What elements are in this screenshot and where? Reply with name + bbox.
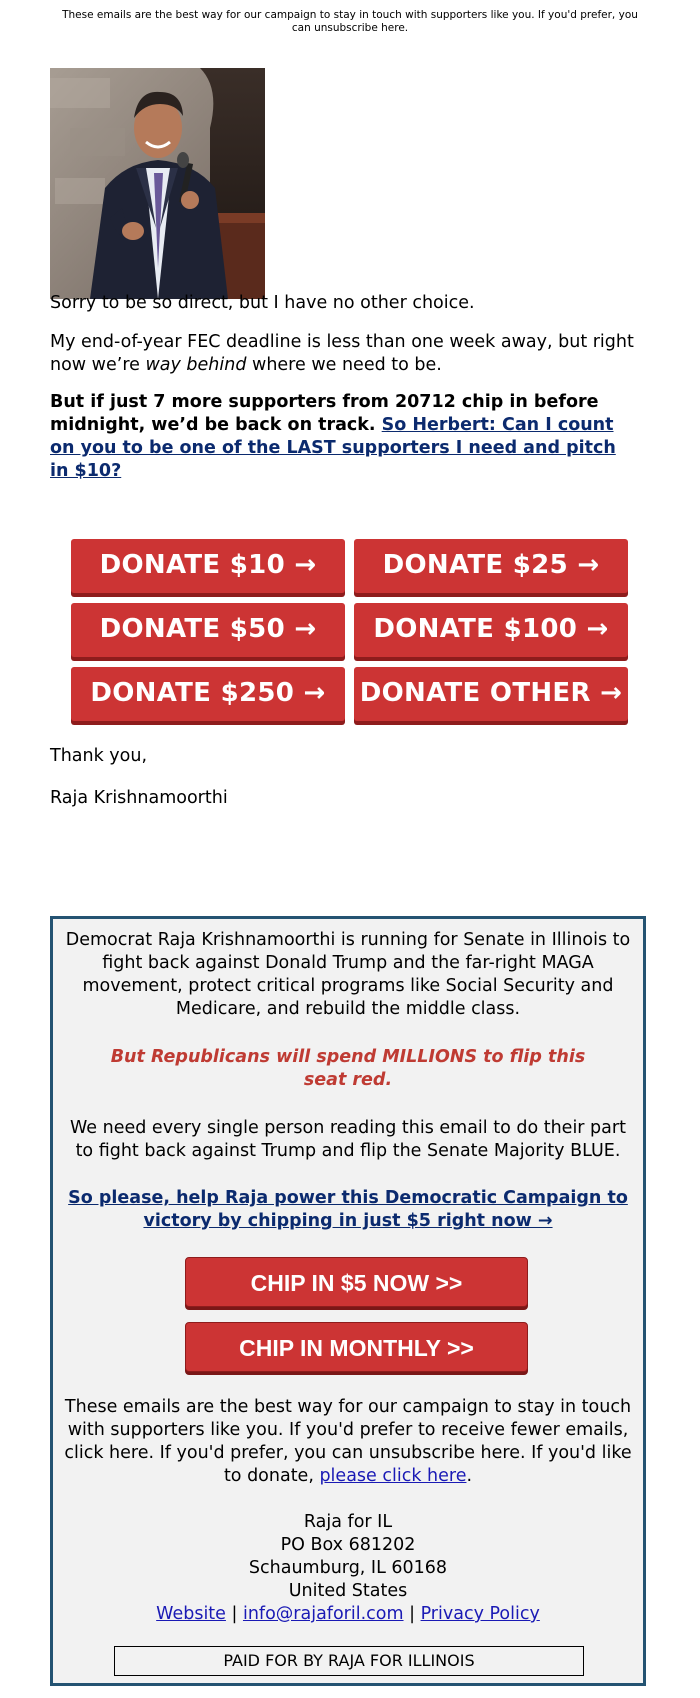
donate-250-button[interactable]: DONATE $250 → bbox=[71, 667, 345, 721]
donate-10-button[interactable]: DONATE $10 → bbox=[71, 539, 345, 593]
email-link[interactable]: info@rajaforil.com bbox=[242, 1604, 404, 1624]
donate-50-button[interactable]: DONATE $50 → bbox=[71, 603, 345, 657]
website-link[interactable]: Website bbox=[156, 1604, 226, 1624]
signoff-name: Raja Krishnamoorthi bbox=[50, 788, 228, 808]
donate-100-button[interactable]: DONATE $100 → bbox=[354, 603, 628, 657]
p2-text-a: My end-of-year FEC deadline is less than one week away, but right now we’re bbox=[50, 332, 634, 375]
emails-note-text: These emails are the best way for our campaign to stay in touch with supporters like you. If you'd prefer to receive fewer emails, click here. If you'd prefer, you can unsubscribe here. If you'd like to donate, bbox=[64, 1397, 632, 1486]
signoff-thanks: Thank you, bbox=[50, 746, 148, 766]
top-unsubscribe-note: These emails are the best way for our campaign to stay in touch with supporters like you. If you'd prefer, you can unsubscribe here. bbox=[62, 9, 638, 34]
p2-emphasis: way behind bbox=[145, 355, 247, 375]
footer-emails-note bbox=[63, 1396, 633, 1488]
p2-text-b: where we need to be. bbox=[246, 355, 442, 375]
privacy-policy-link[interactable]: Privacy Policy bbox=[420, 1604, 540, 1624]
footer-po-box: PO Box 681202 bbox=[280, 1535, 416, 1555]
please-click-here-link[interactable]: please click here bbox=[319, 1466, 467, 1486]
intro-paragraph-2 bbox=[50, 331, 640, 377]
link-separator: | bbox=[225, 1604, 243, 1624]
footer-cta-link[interactable]: So please, help Raja power this Democratic Campaign to victory by chipping in just $5 right now → bbox=[68, 1188, 628, 1231]
intro-paragraph-3 bbox=[50, 391, 640, 483]
chip-in-monthly-button[interactable]: CHIP IN MONTHLY >> bbox=[185, 1322, 528, 1372]
link-separator: | bbox=[403, 1604, 421, 1624]
paid-for-disclaimer: PAID FOR BY RAJA FOR ILLINOIS bbox=[114, 1646, 584, 1676]
footer-city: Schaumburg, IL 60168 bbox=[248, 1558, 448, 1578]
footer-need: We need every single person reading this email to do their part to fight back against Trump and flip the Senate Majority BLUE. bbox=[70, 1118, 626, 1161]
footer-org-name: Raja for IL bbox=[303, 1512, 393, 1532]
footer-box bbox=[50, 916, 646, 1686]
footer-country: United States bbox=[288, 1581, 408, 1601]
chip-in-5-button[interactable]: CHIP IN $5 NOW >> bbox=[185, 1257, 528, 1307]
footer-links bbox=[63, 1603, 633, 1626]
donate-25-button[interactable]: DONATE $25 → bbox=[354, 539, 628, 593]
candidate-photo bbox=[50, 68, 265, 299]
p3-bold-text: But if just 7 more supporters from 20712 chip in before midnight, we’d be back on track. bbox=[50, 392, 599, 435]
donate-10-text-link[interactable]: So Herbert: Can I count on you to be one of the LAST supporters I need and pitch in $10? bbox=[50, 415, 616, 481]
donate-other-button[interactable]: DONATE OTHER → bbox=[354, 667, 628, 721]
emails-note-period: . bbox=[466, 1466, 473, 1486]
footer-about: Democrat Raja Krishnamoorthi is running for Senate in Illinois to fight back against Donald Trump and the far-right MAGA movement, protect critical programs like Social Security and Medicare, and rebuild the middle class. bbox=[65, 930, 631, 1019]
footer-warning: But Republicans will spend MILLIONS to flip this seat red. bbox=[110, 1047, 586, 1090]
footer-cta bbox=[63, 1187, 633, 1233]
intro-paragraph-1: Sorry to be so direct, but I have no other choice. bbox=[50, 293, 475, 313]
